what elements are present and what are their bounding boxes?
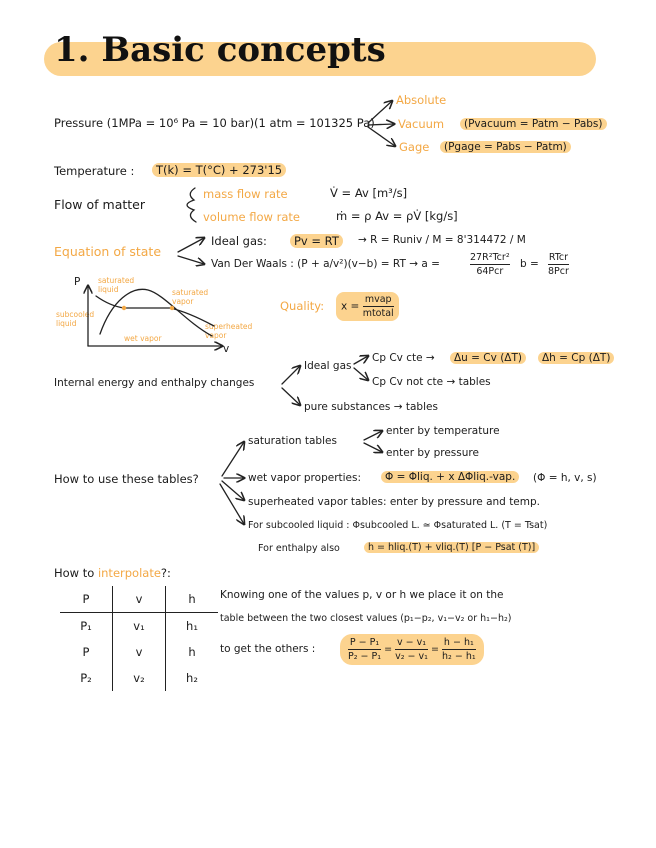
arrow-vacuum — [368, 124, 394, 125]
pressure-absolute: Absolute — [396, 93, 447, 107]
critical-point — [122, 306, 126, 310]
superheated-tables: superheated vapor tables: enter by pressure and temp. — [248, 496, 540, 508]
enter-by-temperature: enter by temperature — [386, 425, 500, 437]
volume-flow-formula: ṁ = ρ Av = ρV̇ [kg/s] — [336, 209, 458, 223]
vdw-b-label: b = — [520, 258, 539, 270]
pressure-label: Pressure (1MPa = 10⁶ Pa = 10 bar)(1 atm = 101325 Pa) — [54, 116, 375, 130]
interpolation-formula: $\frac{\text{P − P₁}}{\text{P₂ − P₁}}$ = $\frac{\text{v − v₁}}{\text{v₂ − v₁}}$ = $\frac{\text{h − h₁}}{\text{h₂ − h₁}}$ — [340, 634, 484, 665]
table-cell: P₁ — [60, 613, 113, 640]
internal-energy-label: Internal energy and enthalpy changes — [54, 377, 255, 389]
table-header: P — [60, 586, 113, 613]
equation-of-state-label: Equation of state — [54, 244, 162, 259]
table-header: h — [166, 586, 219, 613]
interpolate-text-1: Knowing one of the values p, v or h we place it on the — [220, 589, 504, 601]
vdw-b-fraction: $\frac{\text{RTcr}}{\text{8Pcr}}$ — [548, 252, 569, 277]
vacuum-formula: (Pvacuum = Patm − Pabs) — [460, 118, 607, 130]
page-title: 1. Basic concepts — [54, 30, 386, 70]
arrow-internal-pure — [282, 388, 300, 405]
subcooled-liquid-label: subcooled liquid — [56, 310, 95, 328]
v-axis-label: v — [223, 343, 230, 355]
flow-brace — [187, 188, 196, 222]
quality-label: Quality: — [280, 299, 325, 313]
arrow-enter-press — [364, 443, 382, 452]
pure-substances: pure substances → tables — [304, 401, 438, 413]
interpolate-text-2: table between the two closest values (p₁−p₂, v₁−v₂ or h₁−h₂) — [220, 613, 512, 624]
arrow-saturation — [222, 442, 244, 476]
wet-vapor-formula: Φ = Φliq. + x ΔΦliq.-vap. — [381, 471, 519, 483]
cp-cv-cte: Cp Cv cte → — [372, 352, 435, 364]
arrow-absolute — [368, 101, 392, 123]
isotherm-line — [96, 296, 214, 326]
superheated-vapor-label: superheated vapor — [205, 322, 253, 340]
subcooled-liquid-rule: For subcooled liquid : Φsubcooled L. ≃ Φsaturated L. (T = Tsat) — [248, 520, 548, 531]
table-cell: h₁ — [186, 619, 198, 633]
table-cell: h₂ — [186, 671, 198, 685]
mass-flow-formula: V̇ = Av [m³/s] — [330, 186, 408, 200]
saturated-vapor-label: saturated vapor — [172, 288, 209, 306]
arrow-superheated — [222, 481, 244, 500]
table-cell: v₁ — [113, 613, 166, 640]
ideal-gas-label: Ideal gas: — [211, 234, 267, 248]
volume-flow-rate: volume flow rate — [203, 210, 300, 224]
wet-vapor-properties: wet vapor properties: — [248, 472, 362, 484]
saturation-dome — [100, 289, 212, 336]
internal-ideal-gas: Ideal gas — [304, 360, 352, 372]
pressure-vacuum: Vacuum — [398, 117, 445, 131]
quality-formula: x = $\frac{\text{mvap}}{\text{mtotal}}$ — [336, 292, 399, 321]
pressure-gage: Gage — [399, 140, 430, 154]
interpolate-heading: How to interpolate?: — [54, 566, 171, 580]
ideal-gas-formula: Pv = RT — [290, 234, 343, 248]
table-cell: v₂ — [113, 665, 166, 691]
saturation-tables: saturation tables — [248, 435, 337, 447]
saturated-liquid-label: saturated liquid — [98, 276, 135, 294]
cp-cv-not-cte: Cp Cv not cte → tables — [372, 376, 491, 388]
du-formula: Δu = Cv (ΔT) — [450, 352, 526, 364]
p-axis-label: P — [74, 276, 81, 288]
table-cell: P₂ — [60, 665, 113, 691]
temperature-label: Temperature : — [54, 164, 135, 178]
arrow-not-cte — [354, 368, 368, 380]
table-cell: v — [113, 639, 166, 665]
arrow-internal-ideal — [282, 366, 300, 384]
van-der-waals-formula: Van Der Waals : (P + a/v²)(v−b) = RT → a = — [211, 258, 440, 270]
mass-flow-rate: mass flow rate — [203, 187, 288, 201]
flow-label: Flow of matter — [54, 197, 145, 212]
table-header: v — [113, 586, 166, 613]
arrow-cte — [354, 356, 368, 364]
wet-vapor-label: wet vapor — [124, 334, 162, 343]
gas-constant-formula: → R = Runiv / M = 8'314472 / M — [358, 234, 526, 246]
dh-formula: Δh = Cp (ΔT) — [538, 352, 614, 364]
table-cell: h — [188, 645, 196, 659]
arrow-vdw — [178, 256, 204, 264]
vapor-point — [170, 306, 174, 310]
tables-label: How to use these tables? — [54, 472, 199, 486]
interpolate-text-3: to get the others : — [220, 643, 316, 655]
arrow-ideal-gas — [178, 238, 204, 252]
gage-formula: (Pgage = Pabs − Patm) — [440, 141, 571, 153]
enter-by-pressure: enter by pressure — [386, 447, 479, 459]
arrow-enter-temp — [364, 431, 382, 440]
enthalpy-label: For enthalpy also — [258, 543, 340, 554]
temperature-formula: T(k) = T(°C) + 273'15 — [152, 163, 286, 177]
phi-definition: (Φ = h, v, s) — [533, 472, 597, 484]
enthalpy-formula: h = hliq.(T) + vliq.(T) [P − Psat (T)] — [364, 542, 539, 553]
table-cell: P — [60, 639, 113, 665]
vdw-a-fraction: $\frac{\text{27R²Tcr²}}{\text{64Pcr}}$ — [470, 252, 510, 277]
arrow-gage — [368, 127, 395, 146]
